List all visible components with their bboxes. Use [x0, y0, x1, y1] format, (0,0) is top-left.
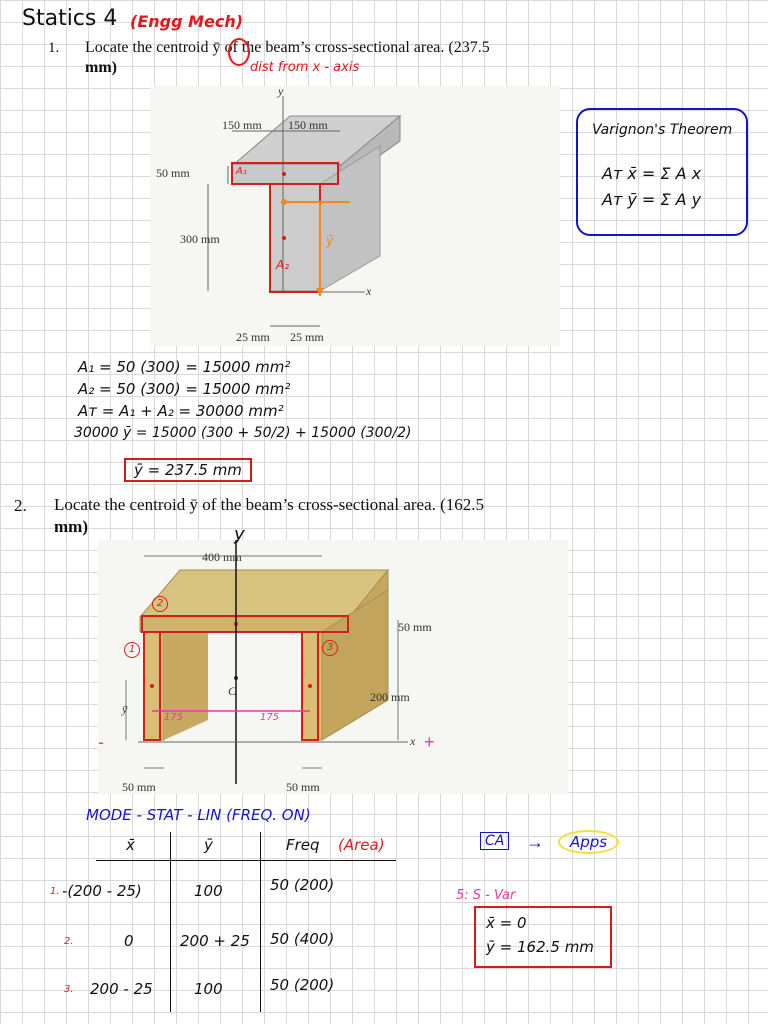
problem2-text-line2: mm) [54, 517, 88, 536]
table-header-freq: Freq [286, 836, 320, 854]
a2-centroid [282, 236, 286, 240]
row1-idx: 1. [50, 886, 60, 897]
work-line-1: A₁ = 50 (300) = 15000 mm² [78, 358, 291, 376]
row2-x: 0 [124, 932, 134, 950]
fig1-dim-web: 300 mm [180, 232, 220, 246]
work-line-3: Aᴛ = A₁ + A₂ = 30000 mm² [78, 402, 284, 420]
centroid-point [281, 199, 287, 205]
fig1-axis-y: y [278, 84, 284, 98]
fig2-dim-width: 400 mm [202, 550, 242, 564]
problem2-figure [98, 524, 568, 794]
fig1-label-ybar: ȳ [326, 234, 334, 249]
fig2-dist-right: 175 [260, 712, 280, 723]
varignon-eq1: Aᴛ x̄ = Σ A x [602, 164, 702, 183]
a1-centroid [282, 172, 286, 176]
work-line-4: 30000 ȳ = 15000 (300 + 50/2) + 15000 (300/2) [74, 425, 412, 441]
table-col-rule-2 [260, 832, 261, 1012]
row2-y: 200 + 25 [180, 932, 250, 950]
row2-idx: 2. [64, 936, 74, 947]
note-subtitle: (Engg Mech) [130, 12, 244, 31]
table-col-rule-1 [170, 832, 171, 1012]
fig2-mark-3: 3 [322, 640, 338, 656]
row1-x: -(200 - 25) [62, 882, 142, 900]
inner-shadow-left [164, 632, 208, 740]
problem2-text [54, 494, 594, 538]
calc-mode: MODE - STAT - LIN (FREQ. ON) [86, 806, 311, 824]
fig1-dim-flange: 50 mm [156, 166, 190, 180]
fig2-label-c: C [228, 684, 237, 698]
result-x: x̄ = 0 [486, 914, 527, 932]
problem2-result-box [474, 906, 612, 968]
fig2-dim-bottom-left: 50 mm [122, 780, 156, 794]
table-freq-note: (Area) [338, 836, 385, 854]
row1-y: 100 [194, 882, 223, 900]
fig1-label-a2: A₂ [276, 258, 290, 272]
fig2-minus: - [98, 732, 104, 752]
problem2-text-line1: Locate the centroid ȳ of the beam’s cross-sectional area. (162.5 [54, 495, 485, 514]
fig2-plus: + [424, 732, 435, 752]
area1-centroid [150, 684, 154, 688]
problem1-text-line2: mm) [85, 59, 117, 76]
table-header-rule [96, 860, 396, 861]
row2-freq: 50 (400) [270, 930, 335, 948]
fig2-dim-height: 200 mm [370, 690, 410, 704]
ca-label: CA [480, 832, 509, 850]
problem1-result: ȳ = 237.5 mm [124, 458, 252, 482]
fig1-dim-bottom-left: 25 mm [236, 330, 270, 344]
table-header-y: ȳ [204, 836, 213, 854]
fig2-label-ybar: ȳ [122, 702, 128, 716]
area3-centroid [308, 684, 312, 688]
row3-idx: 3. [64, 984, 74, 995]
row1-freq: 50 (200) [270, 876, 335, 894]
note-title: Statics 4 [22, 6, 118, 31]
arrow-icon: → [526, 832, 544, 852]
box-beam-drawing [98, 540, 568, 794]
fig2-axis-x: x [410, 734, 416, 748]
fig1-label-a1: A₁ [236, 166, 247, 177]
varignon-title: Varignon's Theorem [592, 122, 733, 138]
problem2-number: 2. [14, 496, 27, 515]
varignon-box [576, 108, 748, 236]
problem1-annotation: dist from x - axis [250, 60, 360, 75]
fig1-dim-top-right: 150 mm [288, 118, 328, 132]
row3-freq: 50 (200) [270, 976, 335, 994]
apps-label: Apps [558, 830, 619, 854]
tbeam-drawing [150, 86, 560, 346]
problem1-text-line1: Locate the centroid ȳ of the beam’s cross-sectional area. (237.5 [85, 39, 490, 56]
fig2-mark-2: 2 [152, 596, 168, 612]
fig2-dim-top: 50 mm [398, 620, 432, 634]
table-header-x: x̄ [126, 836, 135, 854]
fig2-axis-y: y [234, 524, 245, 545]
problem1-work [74, 356, 412, 444]
result-y: ȳ = 162.5 mm [486, 938, 594, 956]
fig2-dist-left: 175 [164, 712, 184, 723]
plank-top-face [140, 570, 388, 617]
fig1-axis-x: x [366, 284, 372, 298]
problem1-number: 1. [48, 40, 60, 56]
fig1-dim-bottom-right: 25 mm [290, 330, 324, 344]
row3-y: 100 [194, 980, 223, 998]
problem1-figure [150, 86, 560, 346]
fig2-mark-1: 1 [124, 642, 140, 658]
row3-x: 200 - 25 [90, 980, 153, 998]
svar-label: 5: S - Var [456, 888, 516, 903]
fig2-dim-bottom-right: 50 mm [286, 780, 320, 794]
web-front [270, 184, 320, 291]
fig1-dim-top-left: 150 mm [222, 118, 262, 132]
work-line-2: A₂ = 50 (300) = 15000 mm² [78, 380, 291, 398]
ybar-circle [228, 38, 250, 66]
plank-front [140, 617, 350, 632]
varignon-eq2: Aᴛ ȳ = Σ A y [602, 190, 702, 209]
